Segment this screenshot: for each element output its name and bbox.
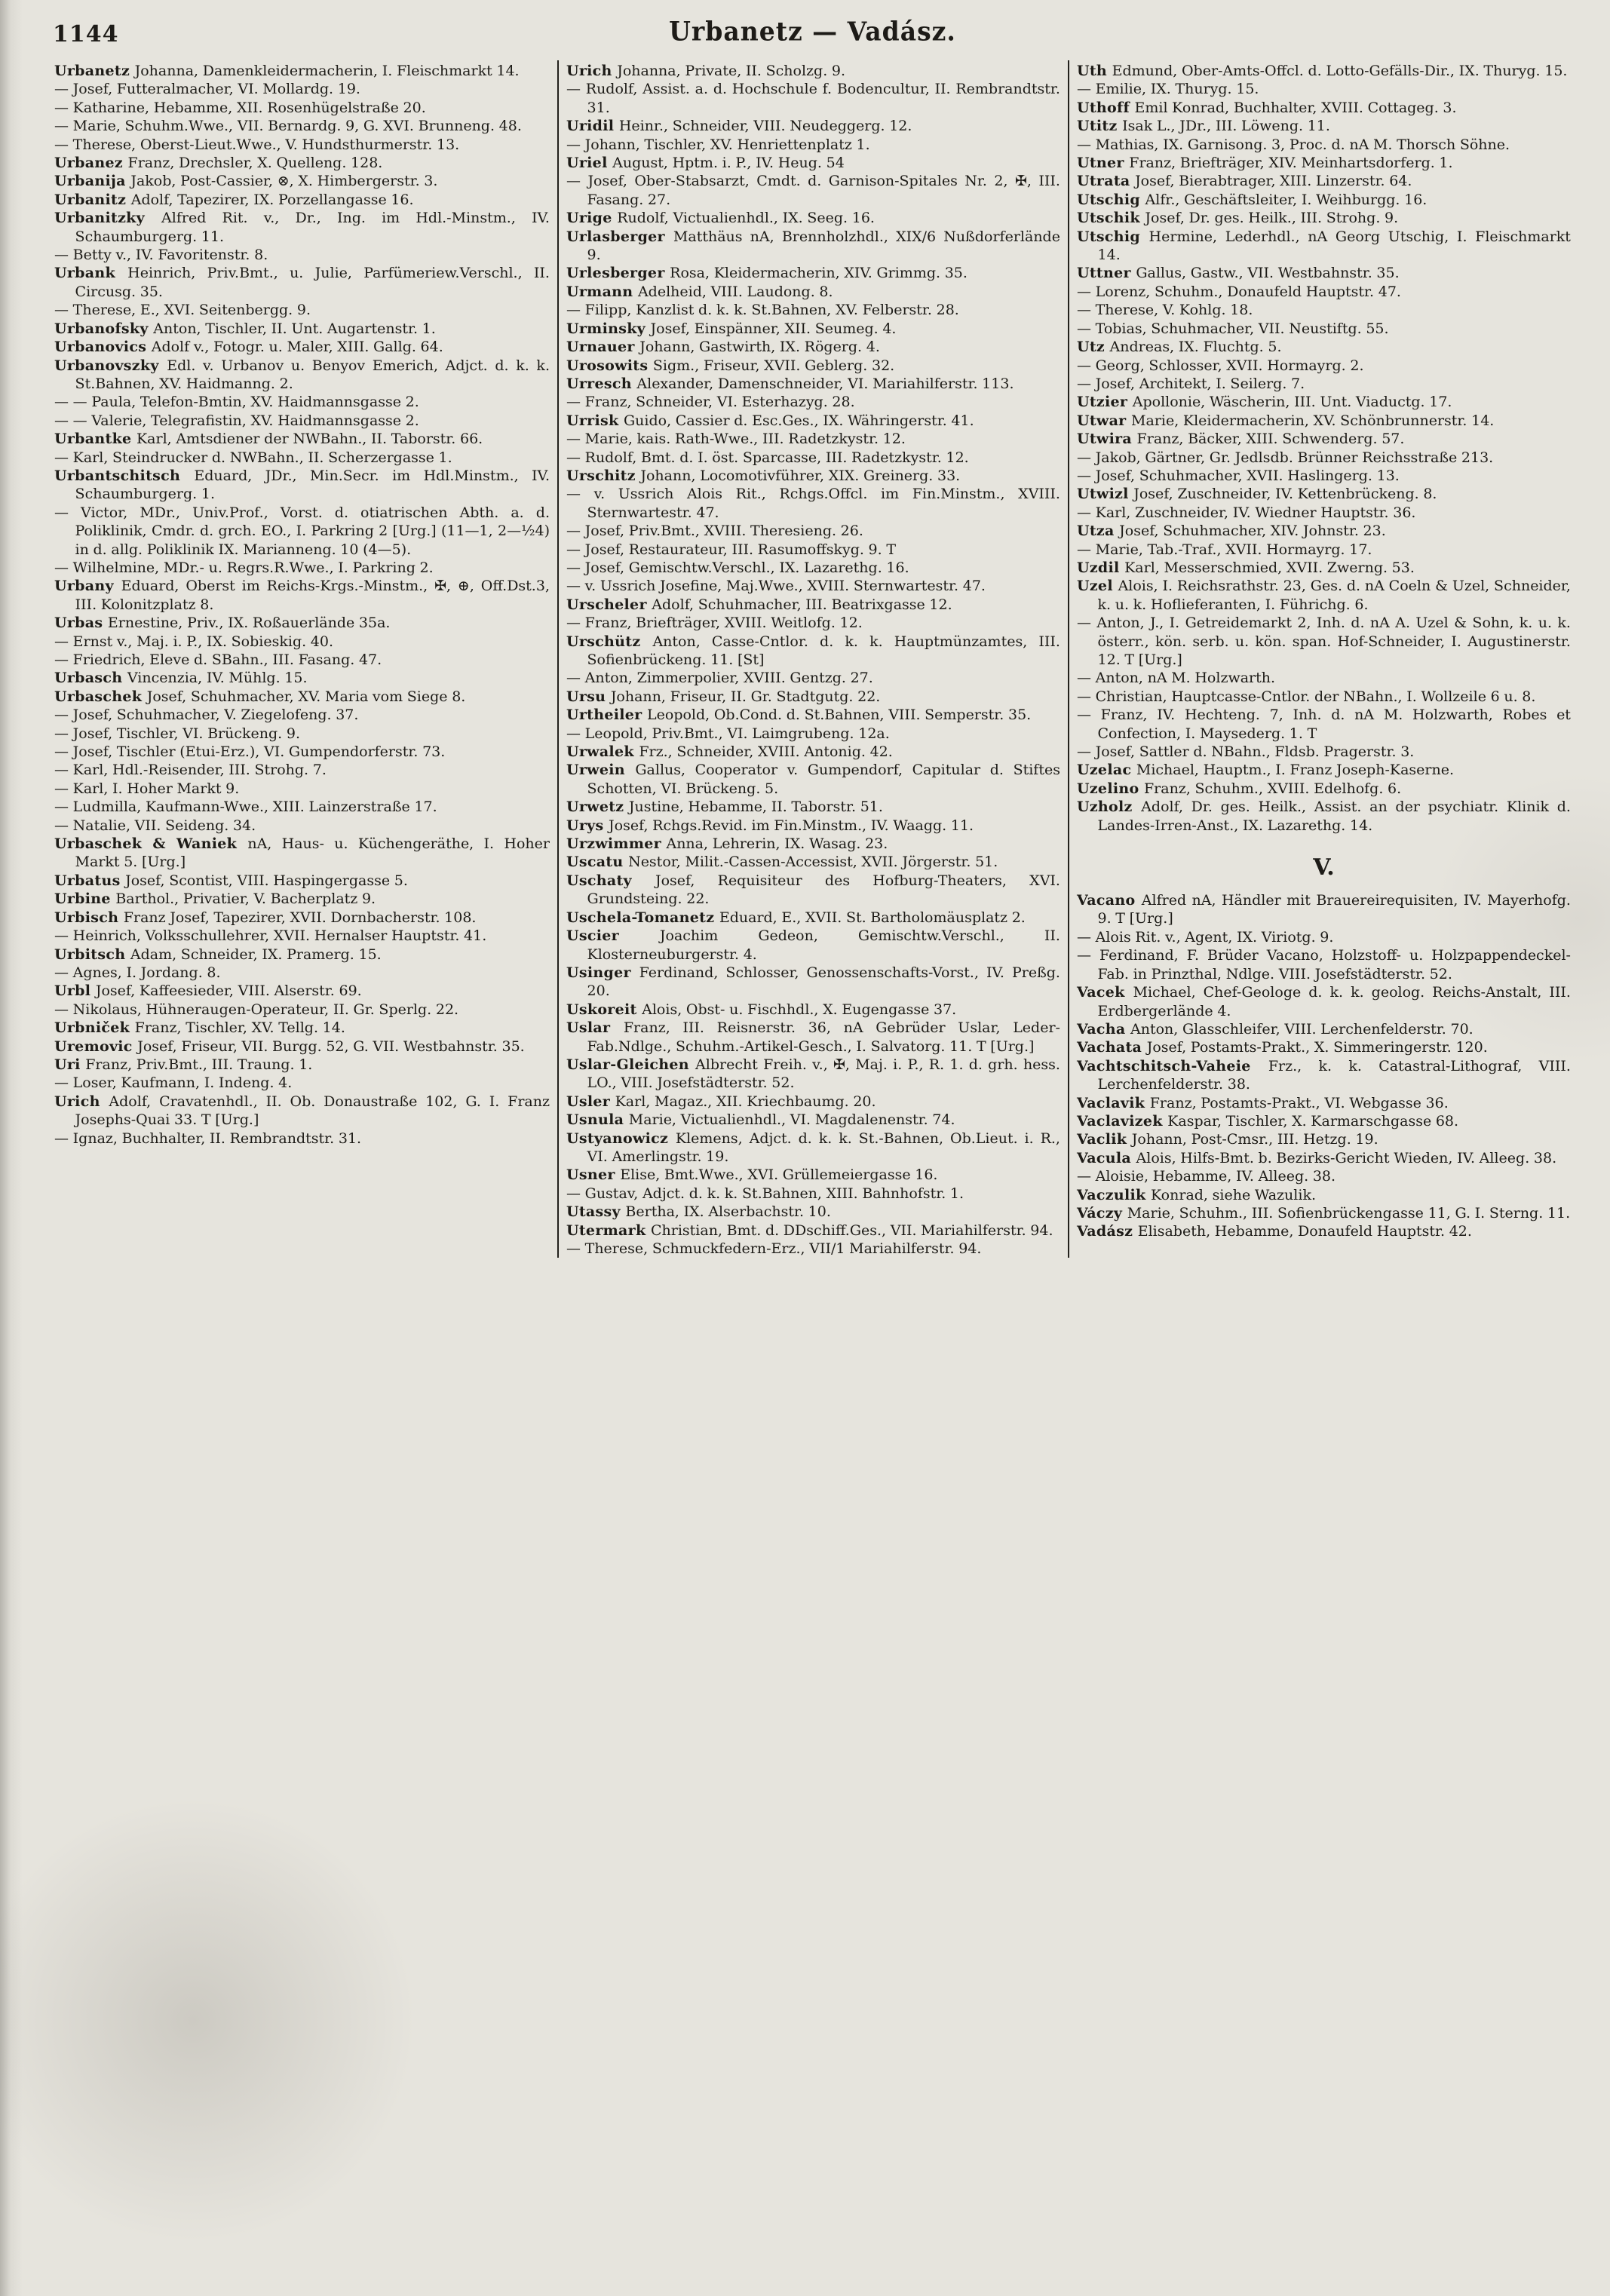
directory-entry: — Franz, Briefträger, XVIII. Weitlofg. 12. (566, 615, 863, 632)
directory-column-2 (557, 60, 1068, 1258)
directory-entry: Urresch Alexander, Damenschneider, VI. Mariahilferstr. 113. (566, 375, 1014, 392)
directory-entry: — Franz, IV. Hechteng. 7, Inh. d. nA M. Holzwarth, Robes et Confection, I. Maysederg. 1. T (1076, 707, 1571, 742)
directory-entry: — Ernst v., Maj. i. P., IX. Sobieskig. 40. (54, 633, 334, 650)
directory-entry: — Ignaz, Buchhalter, II. Rembrandtstr. 31. (54, 1130, 362, 1147)
directory-entry: Urosowits Sigm., Friseur, XVII. Geblerg. 32. (566, 357, 895, 374)
directory-entry: Uremovic Josef, Friseur, VII. Burgg. 52, G. VII. Westbahnstr. 35. (54, 1038, 525, 1055)
directory-entry: Urige Rudolf, Victualienhdl., IX. Seeg. 16. (566, 210, 875, 227)
directory-columns (47, 60, 1578, 1258)
directory-entry: Vachtschitsch-Vaheie Frz., k. k. Catastral-Lithograf, VIII. Lerchenfelderstr. 38. (1076, 1057, 1571, 1093)
entry-surname: Urbantke (54, 431, 136, 448)
entry-surname: Utz (1076, 339, 1110, 356)
entry-surname: Urzwimmer (566, 835, 667, 853)
directory-entry: — Emilie, IX. Thuryg. 15. (1076, 81, 1259, 98)
directory-entry: Usler Karl, Magaz., XII. Kriechbaumg. 20. (566, 1093, 876, 1110)
directory-entry: Urbisch Franz Josef, Tapezirer, XVII. Dornbacherstr. 108. (54, 909, 477, 926)
entry-surname: Uttner (1076, 265, 1136, 282)
directory-entry: Uth Edmund, Ober-Amts-Offcl. d. Lotto-Gefälls-Dir., IX. Thuryg. 15. (1076, 63, 1568, 79)
directory-entry: Utwar Marie, Kleidermacherin, XV. Schönbrunnerstr. 14. (1076, 412, 1495, 429)
entry-surname: Urbas (54, 615, 108, 632)
entry-surname: Urosowits (566, 357, 653, 374)
entry-surname: Urbasch (54, 670, 127, 687)
directory-entry: Utschig Alfr., Geschäftsleiter, I. Weihburgg. 16. (1076, 191, 1428, 208)
entry-surname: Ustyanowicz (566, 1130, 676, 1147)
entry-surname: Urbanovszky (54, 357, 167, 374)
entry-surname: Vaclavik (1076, 1094, 1150, 1111)
directory-entry: Usnula Marie, Victualienhdl., VI. Magdalenenstr. 74. (566, 1111, 955, 1129)
directory-entry: — Karl, Zuschneider, IV. Wiedner Hauptstr. 36. (1076, 504, 1416, 521)
directory-entry: Uzel Alois, I. Reichsrathstr. 23, Ges. d. nA Coeln & Uzel, Schneider, k. u. k. Hoflieferanten, I. Führichg. 6. (1076, 578, 1571, 613)
entry-surname: Urresch (566, 375, 637, 392)
directory-entry: — — Valerie, Telegrafistin, XV. Haidmannsgasse 2. (54, 412, 419, 429)
entry-surname: Urbatus (54, 872, 126, 889)
entry-surname: Urbantschitsch (54, 467, 195, 484)
directory-entry: Urzwimmer Anna, Lehrerin, IX. Wasag. 23. (566, 835, 888, 853)
entry-surname: Uschela-Tomanetz (566, 909, 719, 926)
directory-entry: Urbniček Franz, Tischler, XV. Tellg. 14. (54, 1019, 345, 1037)
directory-entry: — Wilhelmine, MDr.- u. Regrs.R.Wwe., I. Parkring 2. (54, 559, 434, 576)
directory-entry: Urich Johanna, Private, II. Scholzg. 9. (566, 63, 846, 79)
entry-surname: Utschik (1076, 210, 1145, 227)
directory-entry: — Lorenz, Schuhm., Donaufeld Hauptstr. 47. (1076, 283, 1401, 300)
directory-entry: Vacula Alois, Hilfs-Bmt. b. Bezirks-Gericht Wieden, IV. Alleeg. 38. (1076, 1149, 1557, 1166)
directory-entry: Uscatu Nestor, Milit.-Cassen-Accessist, XVII. Jörgerstr. 51. (566, 854, 998, 871)
directory-entry: Uthoff Emil Konrad, Buchhalter, XVIII. Cottageg. 3. (1076, 99, 1457, 116)
entry-surname: Urtheiler (566, 707, 648, 724)
directory-entry: Utner Franz, Briefträger, XIV. Meinhartsdorferg. 1. (1076, 155, 1453, 172)
directory-entry: Urrisk Guido, Cassier d. Esc.Ges., IX. Währingerstr. 41. (566, 412, 974, 429)
entry-surname: Urschütz (566, 633, 653, 650)
entry-surname: Urys (566, 817, 609, 834)
entry-surname: Uriel (566, 155, 613, 172)
directory-entry: — Josef, Futteralmacher, VI. Mollardg. 19. (54, 81, 360, 98)
directory-entry: Vaclavik Franz, Postamts-Prakt., VI. Webgasse 36. (1076, 1094, 1449, 1111)
directory-entry: Urys Josef, Rchgs.Revid. im Fin.Minstm., IV. Waagg. 11. (566, 817, 974, 834)
entry-surname: Utschig (1076, 191, 1145, 208)
directory-entry: Utrata Josef, Bierabtrager, XIII. Linzerstr. 64. (1076, 173, 1412, 190)
directory-entry: Vachata Josef, Postamts-Prakt., X. Simmeringerstr. 120. (1076, 1039, 1488, 1056)
entry-surname: Urbisch (54, 909, 124, 926)
entry-surname: Urbitsch (54, 946, 130, 963)
entry-surname: Uth (1076, 63, 1112, 79)
directory-entry: Vacek Michael, Chef-Geologe d. k. k. geolog. Reichs-Anstalt, III. Erdbergerlände 4. (1076, 984, 1571, 1019)
page-title: Urbanetz — Vadász. (669, 16, 956, 47)
directory-entry: Urbanovics Adolf v., Fotogr. u. Maler, XIII. Gallg. 64. (54, 339, 443, 356)
directory-entry: Vaczulik Konrad, siehe Wazulik. (1076, 1186, 1317, 1203)
entry-surname: Urbaschek (54, 688, 147, 705)
directory-entry: Urbatus Josef, Scontist, VIII. Haspingergasse 5. (54, 872, 408, 889)
directory-entry: — Marie, Tab.-Traf., XVII. Hormayrg. 17. (1076, 541, 1372, 558)
directory-entry: Uskoreit Alois, Obst- u. Fischhdl., X. Eugengasse 37. (566, 1001, 957, 1018)
directory-entry: — Natalie, VII. Seideng. 34. (54, 817, 256, 834)
directory-entry: — Anton, Zimmerpolier, XVIII. Gentzg. 27. (566, 670, 873, 687)
directory-entry: Urlesberger Rosa, Kleidermacherin, XIV. Grimmg. 35. (566, 265, 968, 282)
directory-entry: Urscheler Adolf, Schuhmacher, III. Beatrixgasse 12. (566, 596, 952, 613)
directory-entry: Usinger Ferdinand, Schlosser, Genossenschafts-Vorst., IV. Preßg. 20. (566, 964, 1060, 1000)
directory-entry: Urbaschek & Waniek nA, Haus- u. Küchengeräthe, I. Hoher Markt 5. [Urg.] (54, 835, 550, 871)
entry-surname: Uzholz (1076, 799, 1142, 816)
entry-surname: Utermark (566, 1222, 651, 1239)
directory-entry: — Leopold, Priv.Bmt., VI. Laimgrubeng. 12a. (566, 725, 890, 742)
directory-entry: — v. Ussrich Josefine, Maj.Wwe., XVIII. Sternwartestr. 47. (566, 578, 986, 595)
directory-entry: Utz Andreas, IX. Fluchtg. 5. (1076, 339, 1282, 356)
directory-entry: — Therese, E., XVI. Seitenbergg. 9. (54, 302, 311, 319)
entry-surname: Uri (54, 1056, 86, 1073)
directory-entry: — Therese, Oberst-Lieut.Wwe., V. Hundsthurmerstr. 13. (54, 136, 460, 153)
directory-entry: — Josef, Tischler, VI. Brückeng. 9. (54, 725, 300, 742)
entry-surname: Usner (566, 1166, 621, 1184)
page-number: 1144 (53, 21, 119, 48)
directory-column-1 (47, 60, 557, 1258)
directory-entry: Uridil Heinr., Schneider, VIII. Neudeggerg. 12. (566, 118, 912, 135)
entry-surname: Urlasberger (566, 228, 673, 245)
directory-entry: Utitz Isak L., JDr., III. Löweng. 11. (1076, 118, 1330, 135)
entry-surname: Urbanija (54, 173, 131, 190)
directory-entry: Urbitsch Adam, Schneider, IX. Pramerg. 15. (54, 946, 382, 963)
directory-entry: — Georg, Schlosser, XVII. Hormayrg. 2. (1076, 357, 1364, 374)
entry-surname: Urwalek (566, 743, 639, 761)
entry-surname: Usnula (566, 1111, 629, 1129)
directory-entry: Urtheiler Leopold, Ob.Cond. d. St.Bahnen, VIII. Semperstr. 35. (566, 707, 1032, 724)
entry-surname: Vacek (1076, 984, 1133, 1001)
directory-entry: — Josef, Sattler d. NBahn., Fldsb. Pragerstr. 3. (1076, 743, 1415, 761)
page-header (47, 17, 1578, 56)
entry-surname: Uzel (1076, 578, 1118, 595)
entry-surname: Vaclik (1076, 1131, 1132, 1148)
directory-entry: Utza Josef, Schuhmacher, XIV. Johnstr. 23. (1076, 523, 1386, 540)
directory-entry: — Mathias, IX. Garnisong. 3, Proc. d. nA M. Thorsch Söhne. (1076, 136, 1510, 153)
entry-surname: Urbniček (54, 1019, 135, 1037)
entry-surname: Utza (1076, 523, 1120, 540)
directory-entry: Uzholz Adolf, Dr. ges. Heilk., Assist. an der psychiatr. Klinik d. Landes-Irren-Anst., IX. Lazarethg. 14. (1076, 799, 1571, 834)
entry-surname: Utschig (1076, 228, 1149, 245)
directory-entry: Vadász Elisabeth, Hebamme, Donaufeld Hauptstr. 42. (1076, 1223, 1472, 1240)
directory-entry: Urbanija Jakob, Post-Cassier, ⊗, X. Himbergerstr. 3. (54, 173, 438, 190)
entry-surname: Urich (54, 1093, 109, 1110)
directory-entry: Uslar-Gleichen Albrecht Freih. v., ✠, Maj. i. P., R. 1. d. grh. hess. LO., VIII. Josefstädterstr. 52. (566, 1056, 1060, 1092)
entry-surname: Váczy (1076, 1204, 1127, 1222)
directory-entry: Urschütz Anton, Casse-Cntlor. d. k. k. Hauptmünzamtes, III. Sofienbrückeng. 11. [St] (566, 633, 1060, 668)
entry-surname: Urbanez (54, 155, 128, 172)
entry-surname: Urbaschek & Waniek (54, 835, 248, 853)
entry-surname: Uscier (566, 927, 660, 945)
directory-entry: Utschik Josef, Dr. ges. Heilk., III. Strohg. 9. (1076, 210, 1399, 227)
entry-surname: Urminsky (566, 320, 651, 337)
entry-surname: Urschitz (566, 467, 641, 484)
directory-entry: — Anton, J., I. Getreidemarkt 2, Inh. d. nA A. Uzel & Sohn, k. u. k. österr., kön. serb. u. kön. span. Hof-Schneider, I. Augustinerstr. 12. T [Urg.] (1076, 615, 1571, 668)
directory-entry: Uschaty Josef, Requisiteur des Hofburg-Theaters, XVI. Grundsteing. 22. (566, 872, 1060, 908)
directory-entry: — Rudolf, Bmt. d. I. öst. Sparcasse, III. Radetzkystr. 12. (566, 449, 969, 466)
entry-surname: Vaclavizek (1076, 1112, 1168, 1130)
entry-surname: Ursu (566, 688, 611, 705)
directory-entry: Urwalek Frz., Schneider, XVIII. Antonig. 42. (566, 743, 893, 761)
entry-surname: Urwein (566, 762, 636, 779)
entry-surname: Urbanitz (54, 191, 131, 208)
entry-surname: Utassy (566, 1203, 626, 1221)
directory-entry: Uzdil Karl, Messerschmied, XVII. Zwerng. 53. (1076, 559, 1415, 576)
directory-entry: — Therese, Schmuckfedern-Erz., VII/1 Mariahilferstr. 94. (566, 1240, 982, 1257)
directory-entry: — Josef, Restaurateur, III. Rasumoffskyg. 9. T (566, 541, 897, 558)
entry-surname: Uslar-Gleichen (566, 1056, 696, 1073)
directory-entry: Uslar Franz, III. Reisnerstr. 36, nA Gebrüder Uslar, Leder-Fab.Ndlge., Schuhm.-Artikel-Gesch., I. Salvatorg. 11. T [Urg.] (566, 1019, 1060, 1055)
directory-entry: — v. Ussrich Alois Rit., Rchgs.Offcl. im Fin.Minstm., XVIII. Sternwartestr. 47. (566, 486, 1060, 521)
directory-entry: — Josef, Architekt, I. Seilerg. 7. (1076, 375, 1305, 392)
directory-entry: Uzelino Franz, Schuhm., XVIII. Edelhofg. 6. (1076, 780, 1402, 797)
entry-surname: Uscatu (566, 854, 629, 871)
entry-surname: Uridil (566, 118, 619, 135)
directory-entry: Urnauer Johann, Gastwirth, IX. Rögerg. 4. (566, 339, 880, 356)
entry-surname: Uzelac (1076, 762, 1136, 779)
entry-surname: Usler (566, 1093, 615, 1110)
entry-surname: Urwetz (566, 799, 629, 816)
entry-surname: Urbanofsky (54, 320, 154, 337)
directory-entry: — Filipp, Kanzlist d. k. k. St.Bahnen, XV. Felberstr. 28. (566, 302, 959, 319)
directory-entry: Urbl Josef, Kaffeesieder, VIII. Alserstr. 69. (54, 982, 362, 1000)
directory-entry: — Josef, Ober-Stabsarzt, Cmdt. d. Garnison-Spitales Nr. 2, ✠, III. Fasang. 27. (566, 173, 1060, 208)
entry-surname: Vaczulik (1076, 1186, 1151, 1203)
entry-surname: Urbanovics (54, 339, 152, 356)
entry-surname: Vachtschitsch-Vaheie (1076, 1057, 1268, 1074)
directory-entry: Vacha Anton, Glasschleifer, VIII. Lerchenfelderstr. 70. (1076, 1020, 1474, 1038)
directory-entry: Urschitz Johann, Locomotivführer, XIX. Greinerg. 33. (566, 467, 961, 484)
directory-entry: — Josef, Schuhmacher, V. Ziegelofeng. 37. (54, 707, 359, 724)
entry-surname: Uzdil (1076, 559, 1125, 576)
entry-surname: Urlesberger (566, 265, 670, 282)
directory-entry: Urbanitzky Alfred Rit. v., Dr., Ing. im Hdl.-Minstm., IV. Schaumburgerg. 11. (54, 210, 550, 245)
entry-surname: Uskoreit (566, 1001, 642, 1018)
entry-surname: Vadász (1076, 1223, 1138, 1240)
directory-entry: Utwizl Josef, Zuschneider, IV. Kettenbrückeng. 8. (1076, 486, 1437, 503)
directory-entry: — Josef, Gemischtw.Verschl., IX. Lazarethg. 16. (566, 559, 909, 576)
directory-entry: Urich Adolf, Cravatenhdl., II. Ob. Donaustraße 102, G. I. Franz Josephs-Quai 33. T [Urg.] (54, 1093, 550, 1129)
directory-entry: — Marie, kais. Rath-Wwe., III. Radetzkystr. 12. (566, 431, 906, 448)
entry-surname: Urnauer (566, 339, 640, 356)
entry-surname: Uschaty (566, 872, 655, 889)
entry-surname: Utwizl (1076, 486, 1134, 503)
directory-entry: Utwira Franz, Bäcker, XIII. Schwenderg. 57. (1076, 431, 1405, 448)
directory-entry: — Gustav, Adjct. d. k. k. St.Bahnen, XIII. Bahnhofstr. 1. (566, 1185, 964, 1202)
entry-surname: Utwar (1076, 412, 1132, 429)
directory-entry: Utermark Christian, Bmt. d. DDschiff.Ges., VII. Mariahilferstr. 94. (566, 1222, 1053, 1239)
entry-surname: Urmann (566, 283, 638, 300)
directory-entry: Uscier Joachim Gedeon, Gemischtw.Verschl., II. Klosterneuburgerstr. 4. (566, 927, 1060, 963)
directory-entry: — Victor, MDr., Univ.Prof., Vorst. d. otiatrischen Abth. a. d. Poliklinik, Cmdr. d. grch. EO., I. Parkring 2 [Urg.] (11—1, 2—½4) in d. allg. Poliklinik IX. Marianneng. 10 (4—5). (54, 504, 550, 558)
directory-entry: Urbanetz Johanna, Damenkleidermacherin, I. Fleischmarkt 14. (54, 63, 520, 79)
entry-surname: Utrata (1076, 173, 1136, 190)
directory-entry: — Heinrich, Volksschullehrer, XVII. Hernalser Hauptstr. 41. (54, 927, 487, 945)
directory-entry: Urbanez Franz, Drechsler, X. Quelleng. 128. (54, 155, 383, 172)
directory-entry: — Katharine, Hebamme, XII. Rosenhügelstraße 20. (54, 99, 426, 116)
entry-surname: Utner (1076, 155, 1130, 172)
directory-entry: Váczy Marie, Schuhm., III. Sofienbrückengasse 11, G. I. Sterng. 11. (1076, 1204, 1571, 1222)
directory-entry: Urbantschitsch Eduard, JDr., Min.Secr. im Hdl.Minstm., IV. Schaumburgerg. 1. (54, 467, 550, 503)
directory-entry: Utzier Apollonie, Wäscherin, III. Unt. Viaductg. 17. (1076, 394, 1452, 411)
directory-entry: — Johann, Tischler, XV. Henriettenplatz 1. (566, 136, 870, 153)
entry-surname: Utwira (1076, 431, 1137, 448)
entry-surname: Urbank (54, 265, 128, 282)
directory-entry: — Marie, Schuhm.Wwe., VII. Bernardg. 9, G. XVI. Brunneng. 48. (54, 118, 522, 135)
entry-surname: Urbanitzky (54, 210, 162, 227)
section-heading: V. (1313, 854, 1335, 881)
directory-entry: — Karl, Hdl.-Reisender, III. Strohg. 7. (54, 762, 327, 779)
directory-entry: — Tobias, Schuhmacher, VII. Neustiftg. 55. (1076, 320, 1389, 337)
entry-surname: Uthoff (1076, 99, 1135, 116)
entry-surname: Vachata (1076, 1039, 1147, 1056)
directory-entry: — Friedrich, Eleve d. SBahn., III. Fasang. 47. (54, 651, 382, 668)
entry-surname: Vacha (1076, 1020, 1131, 1038)
directory-entry: — Aloisie, Hebamme, IV. Alleeg. 38. (1076, 1168, 1336, 1185)
directory-entry: — Rudolf, Assist. a. d. Hochschule f. Bodencultur, II. Rembrandtstr. 31. (566, 81, 1060, 116)
entry-surname: Usinger (566, 964, 639, 981)
directory-entry: Ustyanowicz Klemens, Adjct. d. k. k. St.-Bahnen, Ob.Lieut. i. R., VI. Amerlingstr. 19. (566, 1130, 1060, 1165)
directory-entry: Urlasberger Matthäus nA, Brennholzhdl., XIX/6 Nußdorferlände 9. (566, 228, 1060, 264)
directory-entry: Uri Franz, Priv.Bmt., III. Traung. 1. (54, 1056, 313, 1073)
directory-entry: — Jakob, Gärtner, Gr. Jedlsdb. Brünner Reichsstraße 213. (1076, 449, 1494, 466)
directory-entry: Vaclik Johann, Post-Cmsr., III. Hetzg. 19. (1076, 1131, 1378, 1148)
directory-entry: — — Paula, Telefon-Bmtin, XV. Haidmannsgasse 2. (54, 394, 419, 411)
directory-entry: — Nikolaus, Hühneraugen-Operateur, II. Gr. Sperlg. 22. (54, 1001, 459, 1018)
directory-entry: Urbanofsky Anton, Tischler, II. Unt. Augartenstr. 1. (54, 320, 436, 337)
directory-entry: — Josef, Priv.Bmt., XVIII. Theresieng. 26. (566, 523, 863, 540)
directory-entry: Utschig Hermine, Lederhdl., nA Georg Utschig, I. Fleischmarkt 14. (1076, 228, 1571, 264)
entry-surname: Urbl (54, 982, 96, 1000)
directory-entry: Urbany Eduard, Oberst im Reichs-Krgs.-Minstm., ✠, ⊕, Off.Dst.3, III. Kolonitzplatz 8. (54, 578, 550, 613)
entry-surname: Urbany (54, 578, 121, 595)
directory-entry: Usner Elise, Bmt.Wwe., XVI. Grüllemeiergasse 16. (566, 1166, 938, 1184)
directory-entry: Urbas Ernestine, Priv., IX. Roßauerlände 35a. (54, 615, 391, 632)
entry-surname: Urige (566, 210, 618, 227)
directory-entry: Urwein Gallus, Cooperator v. Gumpendorf, Capitular d. Stiftes Schotten, VI. Brückeng. 5. (566, 762, 1060, 797)
directory-entry: — Anton, nA M. Holzwarth. (1076, 670, 1276, 687)
directory-entry: — Agnes, I. Jordang. 8. (54, 964, 221, 981)
directory-entry: — Karl, Steindrucker d. NWBahn., II. Scherzergasse 1. (54, 449, 452, 466)
entry-surname: Utzier (1076, 394, 1133, 411)
directory-entry: Urbasch Vincenzia, IV. Mühlg. 15. (54, 670, 308, 687)
directory-entry: Urmann Adelheid, VIII. Laudong. 8. (566, 283, 833, 300)
directory-entry: Utassy Bertha, IX. Alserbachstr. 10. (566, 1203, 831, 1221)
directory-entry: Urbanovszky Edl. v. Urbanov u. Benyov Emerich, Adjct. d. k. k. St.Bahnen, XV. Haidmanng. 2. (54, 357, 550, 392)
directory-entry: — Josef, Schuhmacher, XVII. Haslingerg. 13. (1076, 467, 1400, 484)
entry-surname: Vacano (1076, 892, 1142, 909)
directory-entry: Urminsky Josef, Einspänner, XII. Seumeg. 4. (566, 320, 897, 337)
entry-surname: Urbine (54, 891, 116, 908)
entry-surname: Utitz (1076, 118, 1123, 135)
directory-entry: Urbanitz Adolf, Tapezirer, IX. Porzellangasse 16. (54, 191, 414, 208)
entry-surname: Vacula (1076, 1149, 1136, 1166)
entry-surname: Urrisk (566, 412, 624, 429)
directory-entry: — Alois Rit. v., Agent, IX. Viriotg. 9. (1076, 928, 1334, 946)
directory-entry: — Josef, Tischler (Etui-Erz.), VI. Gumpendorferstr. 73. (54, 743, 446, 761)
directory-entry: Urwetz Justine, Hebamme, II. Taborstr. 51. (566, 799, 883, 816)
directory-entry: — Franz, Schneider, VI. Esterhazyg. 28. (566, 394, 855, 411)
entry-surname: Uzelino (1076, 780, 1144, 797)
directory-entry: — Christian, Hauptcasse-Cntlor. der NBahn., I. Wollzeile 6 u. 8. (1076, 688, 1536, 705)
directory-entry: Vaclavizek Kaspar, Tischler, X. Karmarschgasse 68. (1076, 1112, 1459, 1130)
entry-surname: Uslar (566, 1019, 624, 1037)
directory-entry: — Therese, V. Kohlg. 18. (1076, 302, 1253, 319)
directory-entry: Uschela-Tomanetz Eduard, E., XVII. St. Bartholomäusplatz 2. (566, 909, 1026, 926)
directory-entry: — Loser, Kaufmann, I. Indeng. 4. (54, 1074, 293, 1092)
directory-entry: Uttner Gallus, Gastw., VII. Westbahnstr. 35. (1076, 265, 1400, 282)
directory-entry: — Ferdinand, F. Brüder Vacano, Holzstoff- u. Holzpappendeckel-Fab. in Prinzthal, Ndlge. VIII. Josefstädterstr. 52. (1076, 947, 1571, 982)
directory-entry: Urbaschek Josef, Schuhmacher, XV. Maria vom Siege 8. (54, 688, 466, 705)
directory-entry: — Ludmilla, Kaufmann-Wwe., XIII. Lainzerstraße 17. (54, 799, 437, 816)
entry-surname: Urscheler (566, 596, 652, 613)
directory-entry: Uriel August, Hptm. i. P., IV. Heug. 54 (566, 155, 845, 172)
entry-surname: Uremovic (54, 1038, 138, 1055)
directory-entry: — Betty v., IV. Favoritenstr. 8. (54, 247, 268, 264)
directory-entry: Ursu Johann, Friseur, II. Gr. Stadtgutg. 22. (566, 688, 881, 705)
directory-entry: Vacano Alfred nA, Händler mit Brauereirequisiten, IV. Mayerhofg. 9. T [Urg.] (1076, 892, 1571, 927)
directory-entry: Urbank Heinrich, Priv.Bmt., u. Julie, Parfümeriew.Verschl., II. Circusg. 35. (54, 265, 550, 300)
directory-entry: Urbine Barthol., Privatier, V. Bacherplatz 9. (54, 891, 376, 908)
directory-entry: — Karl, I. Hoher Markt 9. (54, 780, 240, 797)
entry-surname: Urbanetz (54, 63, 135, 79)
directory-column-3 (1068, 60, 1578, 1258)
directory-entry: Urbantke Karl, Amtsdiener der NWBahn., II. Taborstr. 66. (54, 431, 483, 448)
directory-entry: Uzelac Michael, Hauptm., I. Franz Joseph-Kaserne. (1076, 762, 1454, 779)
entry-surname: Urich (566, 63, 618, 79)
